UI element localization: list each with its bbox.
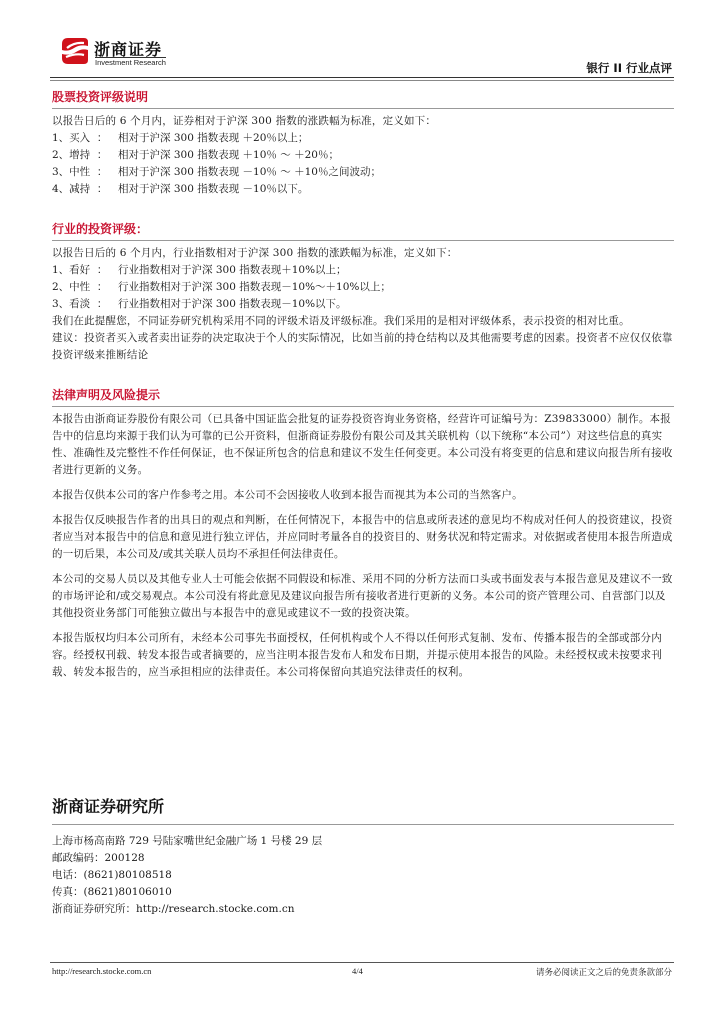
legal-paragraph: 本公司的交易人员以及其他专业人士可能会依据不同假设和标准、采用不同的分析方法而口头或书面发表与本报告意见及建议不一致的市场评论和/或交易观点。本公司没有将此意见及建议向报告所有接收者进行更新的义务。本公司的资产管理公司、自营部门以及其他投资业务部门可能独立做出与本报告中的意见或建议不一致的投资决策。: [52, 573, 673, 619]
legal-paragraph: 本报告仅供本公司的客户作参考之用。本公司不会因接收人收到本报告而视其为本公司的当然客户。: [52, 489, 523, 501]
header-divider: [50, 77, 674, 78]
org-website[interactable]: 浙商证券研究所：http://research.stocke.com.cn: [52, 903, 295, 915]
rating-text: 相对于沪深 300 指数表现 ＋10％ ～ ＋20％；: [118, 149, 339, 161]
org-fax: 传真：(8621)80106010: [52, 886, 172, 898]
section-title: 行业的投资评级：: [52, 222, 149, 236]
company-logo: [58, 34, 168, 68]
org-title: 浙商证券研究所: [52, 797, 165, 816]
list-item: [52, 181, 674, 198]
list-item: [52, 279, 674, 296]
rating-label: 2、中性 ：: [52, 281, 108, 293]
section-divider: [52, 240, 674, 241]
footer-disclaimer: 请务必阅读正文之后的免责条款部分: [535, 968, 672, 978]
rating-text: 行业指数相对于沪深 300 指数表现－10%～＋10%以上；: [118, 281, 391, 293]
list-item: [52, 130, 674, 147]
org-phone: 电话：(8621)80108518: [52, 869, 172, 881]
org-postcode: 邮政编码：200128: [52, 852, 145, 864]
rating-text: 相对于沪深 300 指数表现 ＋20％以上；: [118, 132, 309, 144]
section-divider: [52, 108, 674, 109]
industry-rating-section: [52, 220, 674, 364]
rating-system-note: 我们在此提醒您，不同证券研究机构采用不同的评级术语及评级标准。我们采用的是相对评级体系，表示投资的相对比重。: [52, 315, 630, 327]
stock-rating-intro: 以报告日后的 6 个月内，证券相对于沪深 300 指数的涨跌幅为标准，定义如下：: [52, 115, 437, 127]
section-title: 法律声明及风险提示: [52, 388, 161, 402]
list-item: [52, 164, 674, 181]
rating-label: 1、买入 ：: [52, 132, 108, 144]
list-item: [52, 296, 674, 313]
org-divider: [52, 824, 674, 825]
header-divider-thin: [50, 80, 674, 81]
logo-text-cn: 浙商证券: [94, 40, 163, 59]
report-type: 银行 II 行业点评: [586, 61, 672, 75]
industry-rating-intro: 以报告日后的 6 个月内，行业指数相对于沪深 300 指数的涨跌幅为标准，定义如下：: [52, 247, 458, 259]
logo-text-en: Investment Research: [95, 58, 166, 67]
list-item: [52, 262, 674, 279]
rating-text: 相对于沪深 300 指数表现 －10％以下。: [118, 183, 309, 195]
legal-section: [52, 386, 674, 681]
rating-label: 3、中性 ：: [52, 166, 108, 178]
investment-advice: 建议：投资者买入或者卖出证券的决定取决于个人的实际情况，比如当前的持仓结构以及其他需要考虑的因素。投资者不应仅仅依靠投资评级来推断结论: [52, 332, 673, 361]
rating-text: 行业指数相对于沪深 300 指数表现＋10%以上；: [118, 264, 347, 276]
org-contact-block: [52, 796, 674, 918]
section-divider: [52, 406, 674, 407]
legal-paragraph: 本报告版权均归本公司所有，未经本公司事先书面授权，任何机构或个人不得以任何形式复制、发布、传播本报告的全部或部分内容。经授权刊载、转发本报告或者摘要的，应当注明本报告发布人和发布日期，并提示使用本报告的风险。未经授权或未按要求刊载、转发本报告的，应当承担相应的法律责任。本公司将保留向其追究法律责任的权利。: [52, 632, 662, 678]
rating-label: 1、看好 ：: [52, 264, 108, 276]
footer-url-link[interactable]: http://research.stocke.com.cn: [52, 966, 152, 976]
rating-text: 行业指数相对于沪深 300 指数表现－10%以下。: [118, 298, 347, 310]
main-content: [52, 88, 674, 681]
footer-divider: [50, 962, 674, 963]
org-address: 上海市杨高南路 729 号陆家嘴世纪金融广场 1 号楼 29 层: [52, 835, 323, 847]
rating-label: 2、增持 ：: [52, 149, 108, 161]
legal-paragraph: 本报告由浙商证券股份有限公司（已具备中国证监会批复的证券投资咨询业务资格，经营许可证编号为：Z39833000）制作。本报告中的信息均来源于我们认为可靠的已公开资料，但浙商证券股份有限公司及其关联机构（以下统称“本公司”）对这些信息的真实性、准确性及完整性不作任何保证，也不保证所包含的信息和建议不发生任何变更。本公司没有将变更的信息和建议向报告所有接收者进行更新的义务。: [52, 413, 673, 476]
rating-label: 4、减持 ：: [52, 183, 108, 195]
page-number: 4/4: [352, 966, 363, 976]
rating-text: 相对于沪深 300 指数表现 －10％ ～ ＋10％之间波动；: [118, 166, 381, 178]
legal-paragraph: 本报告仅反映报告作者的出具日的观点和判断，在任何情况下，本报告中的信息或所表述的意见均不构成对任何人的投资建议，投资者应当对本报告中的信息和意见进行独立评估，并应同时考量各自的投资目的、财务状况和特定需求。对依据或者使用本报告所造成的一切后果，本公司及/或其关联人员均不承担任何法律责任。: [52, 514, 673, 560]
rating-label: 3、看淡 ：: [52, 298, 108, 310]
logo-mark-icon: [58, 34, 92, 68]
stock-rating-section: [52, 88, 674, 198]
list-item: [52, 147, 674, 164]
section-title: 股票投资评级说明: [52, 90, 149, 104]
